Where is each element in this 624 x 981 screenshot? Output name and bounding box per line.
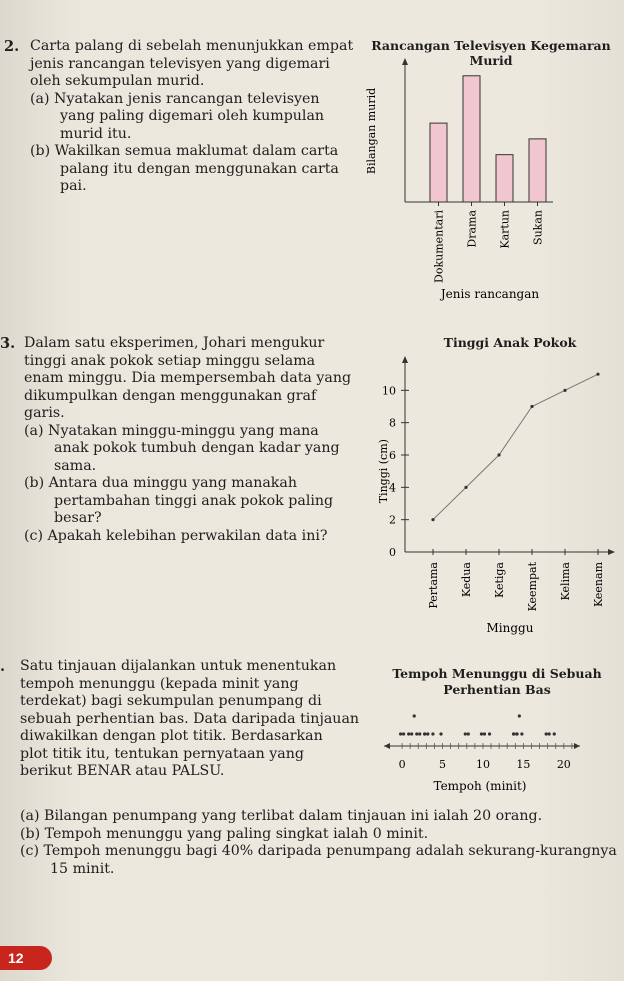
x-tick-label: Drama: [465, 210, 479, 248]
tick-label: 20: [556, 758, 571, 771]
data-dot: [483, 732, 486, 735]
question-2-text: [30, 38, 354, 196]
question-number: 2.: [4, 38, 20, 55]
data-dot: [415, 732, 418, 735]
data-point: [464, 486, 467, 489]
data-point: [431, 518, 434, 521]
dot-plot: [380, 700, 615, 800]
q3-line: pertambahan tinggi anak pokok paling: [54, 492, 334, 509]
line-chart: [365, 350, 620, 640]
data-dot: [464, 732, 467, 735]
tick-label: 10: [475, 758, 490, 771]
q2-line: jenis rancangan televisyen yang digemari: [30, 55, 330, 72]
question-4-parts: [20, 808, 620, 878]
y-tick-label: 2: [389, 513, 396, 527]
data-point: [596, 373, 599, 376]
dot-plot-title: Tempoh Menunggu di Sebuah Perhentian Bas: [392, 666, 602, 697]
data-point: [530, 405, 533, 408]
bar-chart-title: Rancangan Televisyen Kegemaran Murid: [371, 38, 611, 68]
q3-line: tinggi anak pokok setiap minggu selama: [24, 352, 316, 369]
q3-line: sama.: [54, 457, 97, 474]
y-tick-label: 0: [389, 546, 396, 559]
number-line-arrow-left: [384, 743, 390, 749]
data-dot: [467, 732, 470, 735]
page-number-badge: 12: [0, 946, 52, 970]
y-tick-label: 4: [389, 481, 396, 495]
q4-line: plot titik itu, tentukan pernyataan yang: [20, 745, 304, 762]
data-dot: [410, 732, 413, 735]
q4-line: berikut BENAR atau PALSU.: [20, 763, 225, 779]
data-dot: [423, 732, 426, 735]
data-dot: [548, 732, 551, 735]
bar: [529, 139, 546, 202]
data-dot: [418, 732, 421, 735]
x-tick-label: Dokumentari: [432, 210, 446, 283]
q2-line: pai.: [60, 178, 87, 194]
data-dot: [439, 732, 442, 735]
x-tick-label: Kedua: [460, 562, 473, 598]
q4-part: (a) Bilangan penumpang yang terlibat dalam tinjauan ini ialah 20 orang.: [20, 808, 543, 824]
x-tick-label: Pertama: [427, 562, 440, 609]
data-dot: [426, 732, 429, 735]
q3-line: Dalam satu eksperimen, Johari mengukur: [24, 335, 325, 351]
q4-part: (c) Tempoh menunggu bagi 40% daripada penumpang adalah sekurang-kurangnya: [20, 843, 617, 859]
y-axis-label: Bilangan murid: [365, 87, 378, 175]
data-dot: [520, 732, 523, 735]
q4-line: tempoh menunggu (kepada minit yang: [20, 675, 299, 692]
q4-line: sebuah perhentian bas. Data daripada tinjauan: [20, 710, 360, 727]
y-tick-label: 10: [382, 384, 396, 398]
data-dot: [431, 732, 434, 735]
x-axis-label: Minggu: [486, 621, 534, 635]
data-dot: [553, 732, 556, 735]
question-number: .: [0, 658, 6, 675]
q2-line: oleh sekumpulan murid.: [30, 73, 205, 89]
q2-line: Carta palang di sebelah menunjukkan empat: [30, 38, 354, 54]
q4-line: Satu tinjauan dijalankan untuk menentukan: [20, 658, 337, 674]
q4-part: (b) Tempoh menunggu yang paling singkat ialah 0 minit.: [20, 825, 429, 842]
line-chart-title: Tinggi Anak Pokok: [443, 335, 577, 350]
q2-line: palang itu dengan menggunakan carta: [60, 160, 339, 177]
x-axis-label: Tempoh (minit): [433, 779, 527, 793]
q2-line: (a) Nyatakan jenis rancangan televisyen: [30, 90, 320, 107]
data-dot: [512, 732, 515, 735]
x-tick-label: Keempat: [526, 562, 539, 612]
y-tick-label: 8: [389, 416, 396, 430]
q2-line: (b) Wakilkan semua maklumat dalam carta: [30, 143, 339, 159]
q4-line: terdekat) bagi sekumpulan penumpang di: [20, 693, 322, 709]
data-dot: [515, 732, 518, 735]
q4-line: diwakilkan dengan plot titik. Berdasarkan: [20, 728, 323, 744]
data-dot: [407, 732, 410, 735]
q3-line: (a) Nyatakan minggu-minggu yang mana: [24, 422, 319, 439]
x-axis-arrow: [608, 549, 615, 555]
number-line-arrow-right: [574, 743, 580, 749]
q3-line: (b) Antara dua minggu yang manakah: [24, 475, 297, 491]
q3-line: garis.: [24, 405, 65, 421]
data-dot: [545, 732, 548, 735]
series-line: [433, 374, 598, 520]
tick-label: 15: [516, 758, 531, 771]
x-tick-label: Kartun: [498, 210, 512, 249]
q4-part: 15 minit.: [50, 860, 115, 877]
q2-line: murid itu.: [60, 125, 132, 142]
question-3-text: [24, 335, 354, 545]
data-point: [563, 389, 566, 392]
x-tick-label: Kelima: [559, 562, 572, 601]
data-dot: [480, 732, 483, 735]
bar: [496, 155, 513, 202]
y-axis-label: Tinggi (cm): [377, 439, 390, 504]
bar: [430, 123, 447, 202]
question-number: 3.: [0, 335, 16, 352]
data-dot: [488, 732, 491, 735]
x-tick-label: Ketiga: [493, 562, 506, 598]
data-dot: [402, 732, 405, 735]
bar: [463, 76, 480, 202]
q3-line: enam minggu. Dia mempersembah data yang: [24, 370, 352, 386]
q3-line: (c) Apakah kelebihan perwakilan data ini?: [24, 527, 328, 544]
y-axis-arrow: [402, 58, 408, 65]
data-dot: [518, 714, 521, 717]
question-4-text: [20, 658, 360, 781]
data-point: [497, 453, 500, 456]
data-dot: [399, 732, 402, 735]
y-axis-arrow: [402, 356, 408, 363]
q3-line: anak pokok tumbuh dengan kadar yang: [54, 440, 340, 456]
q3-line: besar?: [54, 510, 102, 526]
q2-line: yang paling digemari oleh kumpulan: [60, 108, 325, 124]
x-axis-label: Jenis rancangan: [440, 287, 540, 301]
data-dot: [413, 714, 416, 717]
x-tick-label: Sukan: [531, 210, 545, 245]
tick-label: 0: [398, 758, 406, 771]
q3-line: dikumpulkan dengan menggunakan graf: [24, 387, 317, 404]
tick-label: 5: [439, 758, 447, 771]
bar-chart: [355, 52, 615, 307]
x-tick-label: Keenam: [592, 562, 605, 608]
y-tick-label: 6: [389, 449, 396, 462]
